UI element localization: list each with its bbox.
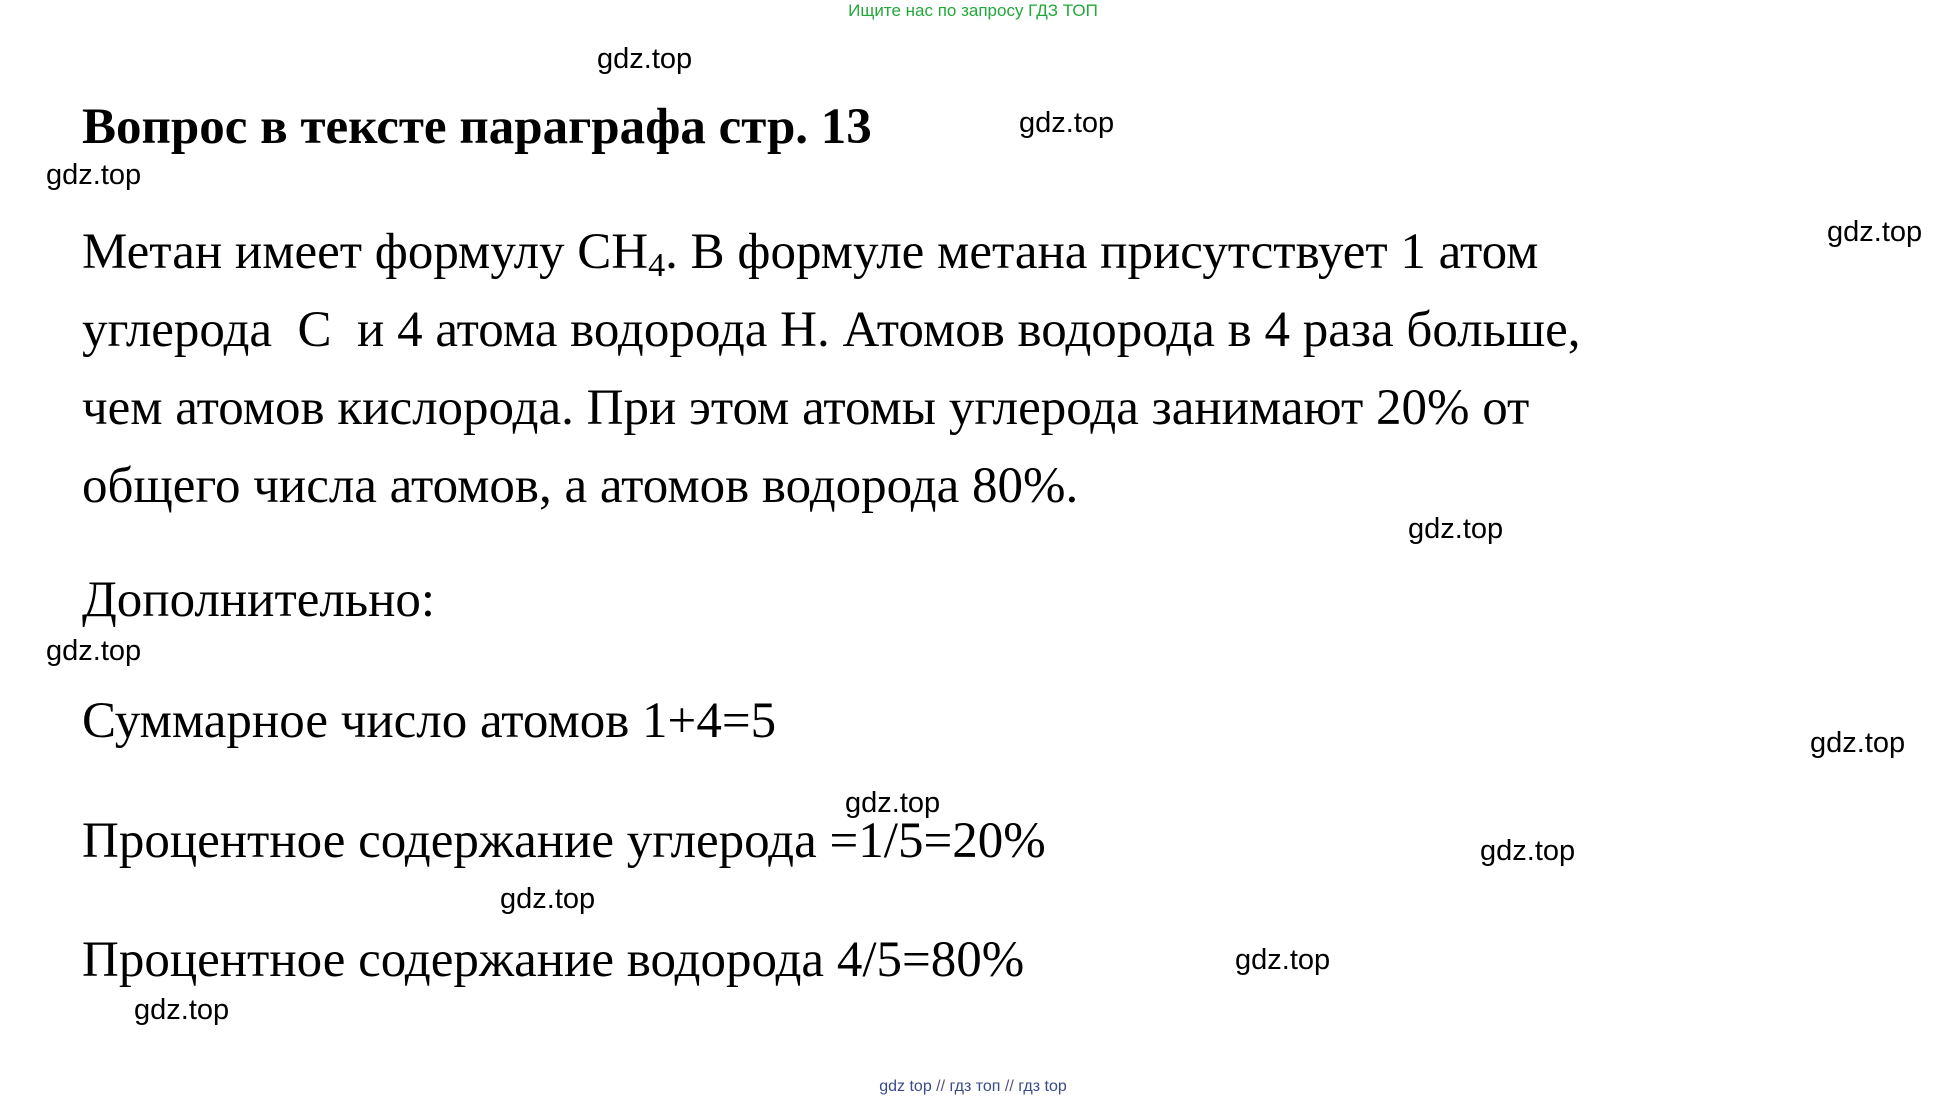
watermark: gdz.top (1235, 944, 1331, 976)
footer-link-gdz-top-mixed[interactable]: гдз top (1018, 1078, 1067, 1095)
paragraph-line-4: общего числа атомов, а атомов водорода 80%. (82, 458, 1079, 514)
paragraph-line-3: чем атомов кислорода. При этом атомы углерода занимают 20% от (82, 380, 1530, 436)
watermark: gdz.top (1810, 727, 1906, 759)
paragraph-line-2: углерода C и 4 атома водорода H. Атомов водорода в 4 раза больше, (82, 302, 1581, 358)
paragraph-line-1 (82, 213, 1882, 291)
sum-atoms-line: Суммарное число атомов 1+4=5 (82, 693, 777, 749)
footer-separator: // (936, 1078, 946, 1095)
watermark: gdz.top (1019, 107, 1115, 139)
watermark: gdz.top (134, 994, 230, 1026)
paragraph-line-1-start: Метан имеет формулу CH (82, 224, 649, 280)
watermark: gdz.top (1827, 216, 1923, 248)
watermark: gdz.top (500, 883, 596, 915)
additional-heading: Дополнительно: (82, 572, 436, 628)
answer-paragraph (82, 213, 1882, 525)
page-title: Вопрос в тексте параграфа стр. 13 (82, 99, 872, 155)
footer-links (0, 1077, 1946, 1097)
watermark: gdz.top (1480, 835, 1576, 867)
watermark: gdz.top (597, 43, 693, 75)
watermark: gdz.top (845, 787, 941, 819)
footer-link-gdz-top-ru[interactable]: гдз топ (949, 1078, 1001, 1095)
footer-separator: // (1004, 1078, 1014, 1095)
paragraph-line-1-end: . В формуле метана присутствует 1 атом (665, 224, 1539, 280)
footer-link-gdz-top[interactable]: gdz top (879, 1078, 932, 1095)
watermark: gdz.top (46, 635, 142, 667)
watermark: gdz.top (1408, 513, 1504, 545)
carbon-percent-line: Процентное содержание углерода =1/5=20% (82, 813, 1046, 869)
search-banner: Ищите нас по запросу ГДЗ ТОП (848, 1, 1098, 20)
watermark: gdz.top (46, 159, 142, 191)
hydrogen-percent-line: Процентное содержание водорода 4/5=80% (82, 932, 1025, 988)
formula-subscript: 4 (648, 247, 666, 284)
